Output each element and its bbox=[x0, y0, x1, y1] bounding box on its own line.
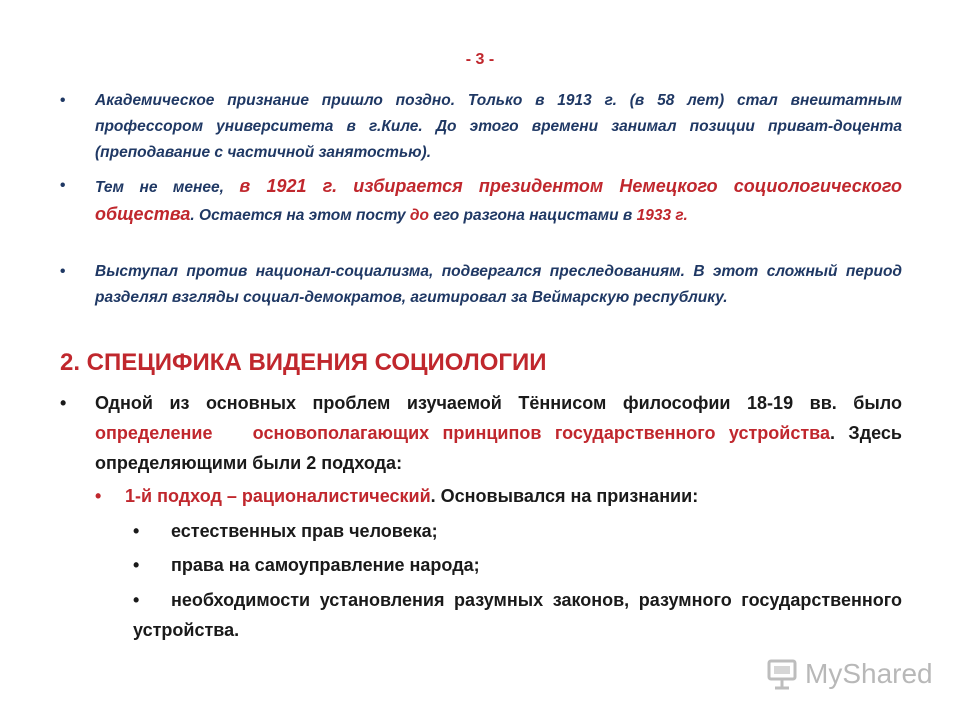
bullet-dot: • bbox=[60, 263, 66, 280]
sub-item-dot: • bbox=[133, 590, 140, 610]
sub-item-2-text: права на самоуправление народа; bbox=[171, 555, 480, 575]
sub-item-1-text: естественных прав человека; bbox=[171, 521, 438, 541]
main-bullet-part-1: Одной из основных проблем изучаемой Тённисом философии 18-19 вв. было bbox=[95, 393, 902, 413]
bullet-academic-recognition bbox=[60, 88, 902, 166]
bullet-main-problem bbox=[60, 388, 902, 478]
page-number: - 3 - bbox=[465, 51, 495, 68]
bullet-2-part-0: Тем не менее, bbox=[95, 179, 240, 196]
bullet-dot: • bbox=[60, 92, 66, 109]
bullet-2-part-2: . Остается на этом посту bbox=[190, 207, 410, 224]
bullet-3-part-0: Выступал против национал-социализма, подвергался преследованиям. В этот сложный период разделял взгляды социал-демократов, агитировал за Веймарскую республику. bbox=[95, 263, 902, 306]
section-heading: 2. СПЕЦИФИКА ВИДЕНИЯ СОЦИОЛОГИИ bbox=[60, 349, 547, 376]
bullet-text-1 bbox=[95, 88, 902, 166]
bullet-dot: • bbox=[60, 393, 67, 413]
sub-item-dot: • bbox=[133, 555, 140, 575]
bullet-1-part-0: Академическое признание пришло поздно. Только в 1913 г. (в 58 лет) стал внештатным профессором университета в г.Киле. До этого времени занимал позиции приват-доцента (преподавание с частичной занятостью). bbox=[95, 92, 902, 161]
main-bullet-part-2: определение основополагающих принципов государственного устройства bbox=[95, 423, 831, 443]
sub-item-3-text: необходимости установления разумных законов, разумного государственного устройства. bbox=[133, 590, 902, 640]
sub-bullet-text bbox=[125, 481, 902, 511]
main-bullet-text bbox=[95, 388, 902, 478]
presentation-icon bbox=[767, 657, 799, 691]
bullet-2-part-4: его разгона нацистами в bbox=[428, 207, 637, 224]
sub-item-dot: • bbox=[133, 521, 140, 541]
bullet-2-part-1: в 1921 г. избирается президентом Немецкого социологического общества bbox=[95, 176, 902, 224]
sub-item-2 bbox=[133, 550, 902, 580]
bullet-president-society bbox=[60, 173, 902, 229]
bullet-text-3 bbox=[95, 259, 902, 311]
sub-bullet-rationalistic bbox=[95, 481, 902, 511]
sub-item-1 bbox=[133, 516, 902, 546]
bullet-2-part-3: до bbox=[409, 207, 429, 224]
main-bullet-part-3: . Здесь определяющими были 2 подхода: bbox=[95, 423, 902, 473]
watermark-text: MyShared bbox=[805, 658, 933, 689]
sub-bullet-dot: • bbox=[95, 486, 102, 506]
bullet-against-national-socialism bbox=[60, 259, 902, 311]
sub-bullet-rest: . Основывался на признании: bbox=[430, 486, 699, 506]
sub-bullet-red: 1-й подход – рационалистический bbox=[125, 486, 431, 506]
watermark-logo bbox=[767, 655, 947, 695]
bullet-dot: • bbox=[60, 177, 66, 194]
bullet-2-part-5: 1933 г. bbox=[636, 207, 688, 224]
bullet-text-2 bbox=[95, 173, 902, 229]
sub-item-3 bbox=[133, 585, 902, 645]
